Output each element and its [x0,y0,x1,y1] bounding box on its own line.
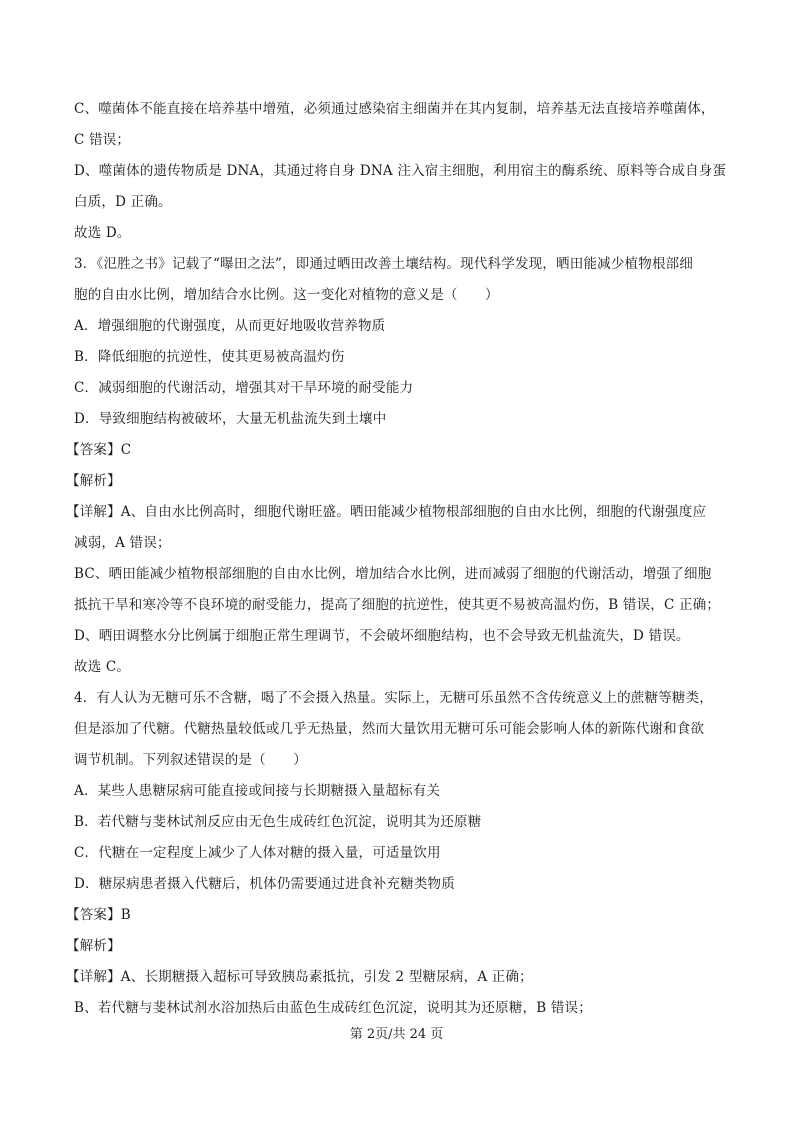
answer-label: 【答案】B [66,907,131,923]
text-line: C 错误； [74,132,131,148]
option-a: A．增强细胞的代谢强度，从而更好地吸收营养物质 [74,318,386,334]
option-b: B．降低细胞的抗逆性，使其更易被高温灼伤 [74,349,345,365]
option-d: D．导致细胞结构被破坏，大量无机盐流失到土壤中 [74,411,387,427]
text-line: D、噬菌体的遗传物质是 DNA，其通过将自身 DNA 注入宿主细胞，利用宿主的酶系统、原料等合成自身蛋 [74,163,727,179]
text-line: B、若代糖与斐林试剂水浴加热后由蓝色生成砖红色沉淀，说明其为还原糖，B 错误； [74,1000,592,1016]
text-line: 白质，D 正确。 [74,194,172,210]
text-line: D、晒田调整水分比例属于细胞正常生理调节，不会破坏细胞结构，也不会导致无机盐流失，D 错误。 [74,628,690,644]
text-line: 胞的自由水比例，增加结合水比例。这一变化对植物的意义是（ ） [74,287,499,303]
text-line: 抵抗干旱和寒冷等不良环境的耐受能力，提高了细胞的抗逆性，使其更不易被高温灼伤，B 错误，C 正确； [74,597,721,613]
text-line: 但是添加了代糖。代糖热量较低或几乎无热量，然而大量饮用无糖可乐可能会影响人体的新陈代谢和食欲 [74,721,705,737]
answer-label: 【答案】C [66,442,132,458]
text-line: BC、晒田能减少植物根部细胞的自由水比例，增加结合水比例，进而减弱了细胞的代谢活动，增强了细胞 [74,566,712,582]
question-4-stem: 4．有人认为无糖可乐不含糖，喝了不会摄入热量。实际上，无糖可乐虽然不含传统意义上的蔗糖等糖类， [74,690,713,706]
text-line: 调节机制。下列叙述错误的是（ ） [74,752,307,768]
analysis-label: 【解析】 [66,473,121,489]
text-line: 减弱，A 错误； [74,535,171,551]
explanation-line: 【详解】A、自由水比例高时，细胞代谢旺盛。晒田能减少植物根部细胞的自由水比例，细胞的代谢强度应 [66,504,707,520]
text-line: 故选 C。 [74,659,131,675]
option-b: B．若代糖与斐林试剂反应由无色生成砖红色沉淀，说明其为还原糖 [74,814,482,830]
text-line: C、噬菌体不能直接在培养基中增殖，必须通过感染宿主细菌并在其内复制，培养基无法直接培养噬菌体， [74,101,715,117]
analysis-label: 【解析】 [66,938,121,954]
option-a: A．某些人患糖尿病可能直接或间接与长期糖摄入量超标有关 [74,783,441,799]
option-c: C．减弱细胞的代谢活动，增强其对干旱环境的耐受能力 [74,380,414,396]
explanation-line: 【详解】A、长期糖摄入超标可导致胰岛素抵抗，引发 2 型糖尿病，A 正确； [66,969,533,985]
option-d: D．糖尿病患者摄入代糖后，机体仍需要通过进食补充糖类物质 [74,876,455,892]
document-body [66,94,734,1024]
option-c: C．代糖在一定程度上减少了人体对糖的摄入量，可适量饮用 [74,845,441,861]
page-number-footer: 第 2页/共 24 页 [349,1027,444,1042]
text-line: 故选 D。 [74,225,131,241]
question-3-stem: 3．《氾胜之书》记载了“曝田之法”，即通过晒田改善土壤结构。现代科学发现，晒田能减少植物根部细 [74,256,694,272]
